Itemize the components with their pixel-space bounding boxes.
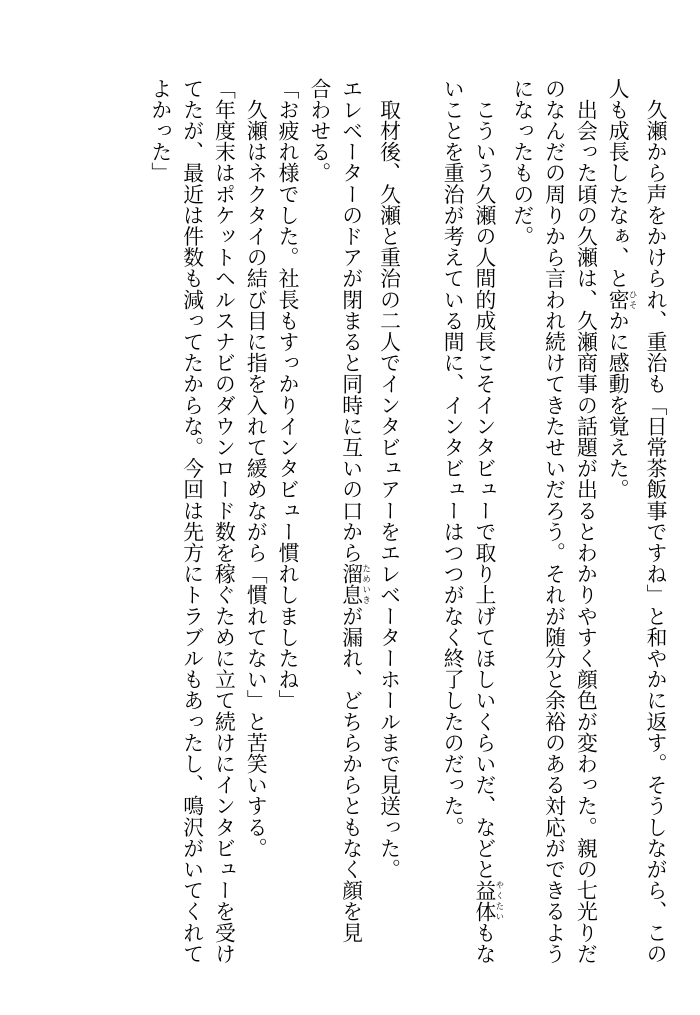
text-line-7: いことを重治が考えている間に、インタビューはつつがなく終了したのだった。 — [440, 78, 465, 838]
text-line-10: エレベーターのドアが閉まると同時に互いの口から溜息 ためいきが漏れ、どちらからともなく顔を見 — [338, 78, 372, 944]
text-line-2: 人も成長したなぁ、と密 ひそかに感動を覚えた。 — [605, 78, 639, 501]
vertical-text-body — [143, 78, 670, 983]
text-line-6: こういう久瀬の人間的成長こそインタビューで取り上げてほしいくらいだ、などと益体 やくたいもな — [471, 78, 505, 965]
text-line-9: 取材後、久瀬と重治の二人でインタビュアーをエレベーターホールまで見送った。 — [376, 78, 401, 880]
text-line-15: てたが、最近は件数も減ってたからな。今回は先方にトラブルもあったし、鳴沢がいてくれて — [179, 78, 204, 965]
text-line-16: よかった」 — [147, 78, 172, 184]
text-line-13: 久瀬はネクタイの結び目に指を入れて緩めながら「慣れてない」と苦笑いする。 — [243, 78, 268, 859]
paragraph-gap — [404, 78, 436, 983]
text-line-5: になったものだ。 — [509, 78, 534, 247]
text-line-12: 「お疲れ様でした。社長もすっかりインタビュー慣れしましたね」 — [275, 78, 300, 711]
text-line-11: 合わせる。 — [306, 78, 331, 184]
text-line-1: 久瀬から声をかけられ、重治も「日常茶飯事ですね」と和やかに返す。そうしながら、この — [643, 78, 667, 965]
ruby-yakutai: 益体 やくたい — [471, 879, 505, 923]
text-line-3: 出会った頃の久瀬は、久瀬商事の話題が出るとわかりやすく顔色が変わった。親の七光りだ — [573, 78, 598, 965]
text-line-4: のなんだの周りから言われ続けてきたせいだろう。それが随分と余裕のある対応ができるよう — [541, 78, 566, 965]
ruby-hisoka: 密 ひそ — [605, 289, 639, 311]
ruby-tameiki: 溜息 ためいき — [338, 563, 372, 606]
text-line-14: 「年度末はポケットヘルスナビのダウンロード数を稼ぐために立て続けにインタビューを受け — [211, 78, 236, 965]
